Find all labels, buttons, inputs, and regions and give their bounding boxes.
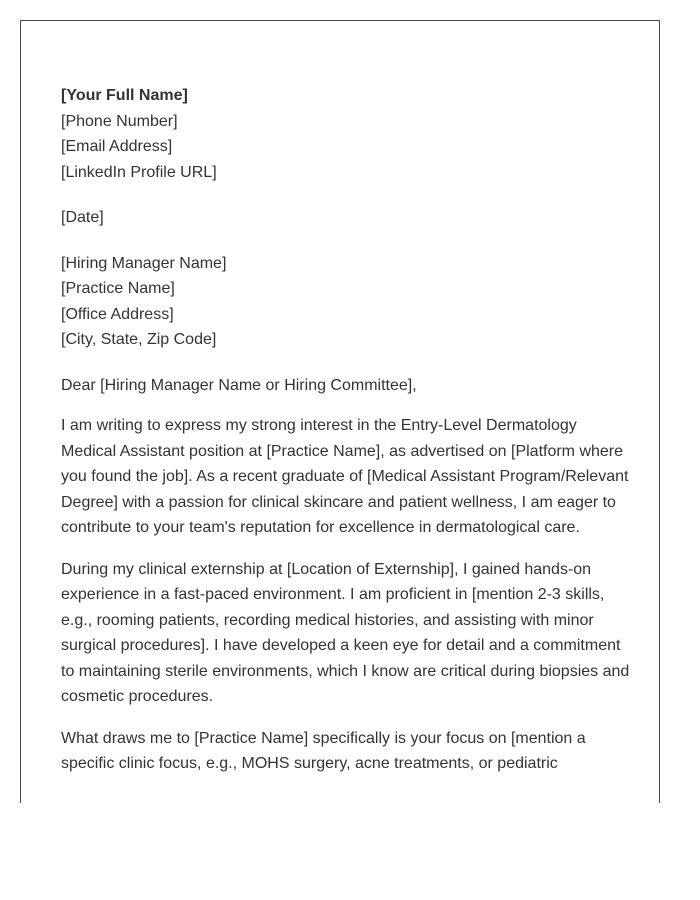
date-block <box>61 205 631 231</box>
sender-linkedin: [LinkedIn Profile URL] <box>61 163 217 181</box>
salutation: Dear [Hiring Manager Name or Hiring Committee], <box>61 376 417 394</box>
recipient-office-address: [Office Address] <box>61 305 174 323</box>
body-paragraph-1: I am writing to express my strong interest in the Entry-Level Dermatology Medical Assistant position at [Practice Name], as advertised on [Platform where you found the job]. As a recent graduate of [Medical Assistant Program/Relevant Degree] with a passion for clinical skincare and patient wellness, I am eager to contribute to your team's reputation for excellence in dermatological care. <box>61 417 629 536</box>
recipient-city-state-zip: [City, State, Zip Code] <box>61 331 217 348</box>
letter-date: [Date] <box>61 209 104 226</box>
body-paragraph-3: What draws me to [Practice Name] specifically is your focus on [mention a specific clinic focus, e.g., MOHS surgery, acne treatments, or pediatric <box>61 729 586 772</box>
cover-letter <box>61 83 631 793</box>
recipient-practice-name: [Practice Name] <box>61 280 175 297</box>
recipient-manager-name: [Hiring Manager Name] <box>61 254 227 272</box>
recipient-block <box>61 251 631 353</box>
sender-block <box>61 83 631 185</box>
sender-email: [Email Address] <box>61 138 173 155</box>
sender-full-name: [Your Full Name] <box>61 87 188 104</box>
document-page <box>20 20 660 803</box>
body-paragraph-2: During my clinical externship at [Location of Externship], I gained hands-on experience in a fast-paced environment. I am proficient in [mention 2-3 skills, e.g., rooming patients, recording medical histories, and assisting with minor surgical procedures]. I have developed a keen eye for detail and a commitment to maintaining sterile environments, which I know are critical during biopsies and cosmetic procedures. <box>61 560 630 705</box>
sender-phone: [Phone Number] <box>61 112 178 130</box>
